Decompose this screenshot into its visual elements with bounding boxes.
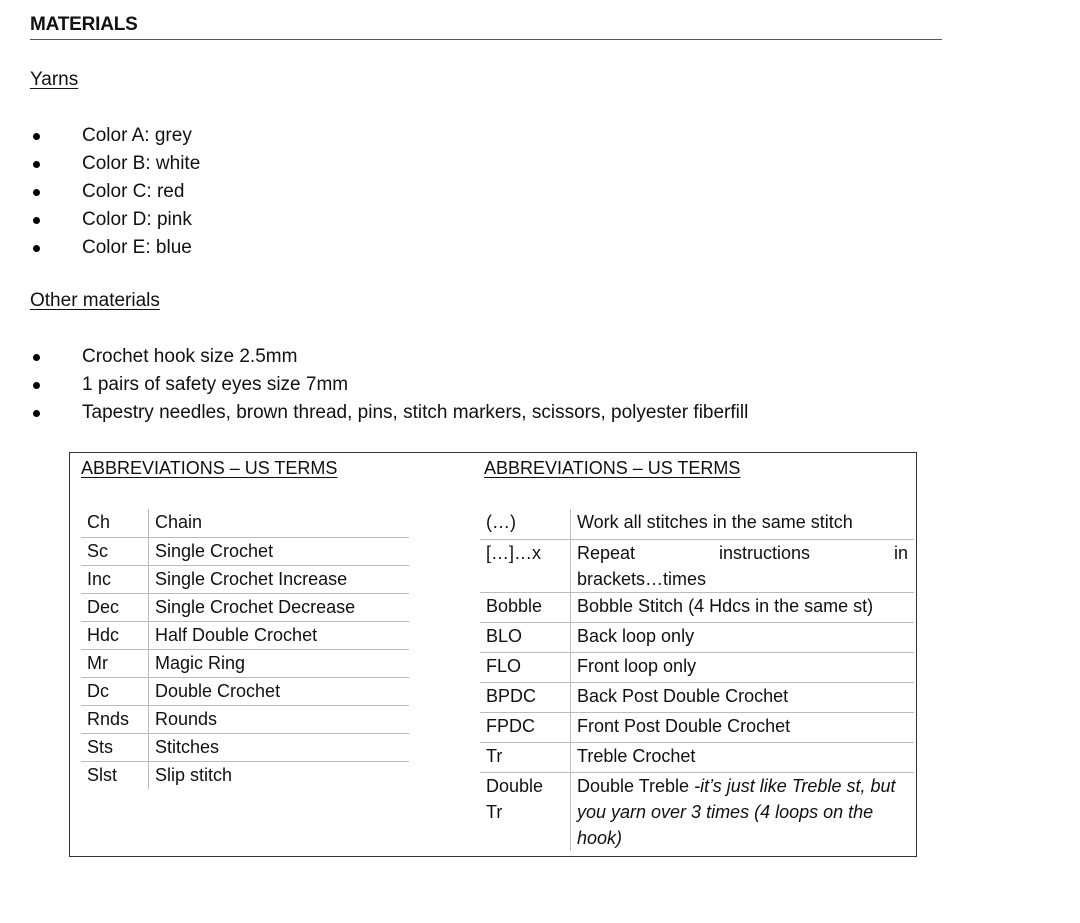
table-row: Slst Slip stitch bbox=[81, 761, 409, 789]
bullet-icon bbox=[33, 382, 40, 389]
list-item: Crochet hook size 2.5mm bbox=[0, 345, 748, 373]
bullet-icon bbox=[33, 189, 40, 196]
table-row: Sc Single Crochet bbox=[81, 537, 409, 565]
table-row: Tr Treble Crochet bbox=[480, 742, 914, 772]
list-item: Color D: pink bbox=[0, 208, 200, 236]
table-row: Sts Stitches bbox=[81, 733, 409, 761]
table-row: Dec Single Crochet Decrease bbox=[81, 593, 409, 621]
table-row: Inc Single Crochet Increase bbox=[81, 565, 409, 593]
list-item: Color B: white bbox=[0, 152, 200, 180]
table-row: Rnds Rounds bbox=[81, 705, 409, 733]
list-item: Color C: red bbox=[0, 180, 200, 208]
other-materials-heading: Other materials bbox=[30, 290, 160, 311]
bullet-icon bbox=[33, 354, 40, 361]
bullet-icon bbox=[33, 133, 40, 140]
abbreviations-left-table bbox=[81, 509, 409, 789]
table-row: BLO Back loop only bbox=[480, 622, 914, 652]
bullet-icon bbox=[33, 161, 40, 168]
table-row: (…) Work all stitches in the same stitch bbox=[480, 509, 914, 539]
page-title: MATERIALS bbox=[30, 14, 942, 40]
list-item: 1 pairs of safety eyes size 7mm bbox=[0, 373, 748, 401]
abbreviations-left-title: ABBREVIATIONS – US TERMS bbox=[81, 458, 338, 478]
table-row: BPDC Back Post Double Crochet bbox=[480, 682, 914, 712]
table-row: Bobble Bobble Stitch (4 Hdcs in the same st) bbox=[480, 592, 914, 622]
bullet-icon bbox=[33, 410, 40, 417]
abbreviations-box bbox=[69, 452, 917, 857]
repeat-line: Repeat instructions in bbox=[577, 542, 908, 563]
table-row: Ch Chain bbox=[81, 509, 409, 537]
table-row: FLO Front loop only bbox=[480, 652, 914, 682]
bullet-icon bbox=[33, 245, 40, 252]
table-row: Hdc Half Double Crochet bbox=[81, 621, 409, 649]
table-row: FPDC Front Post Double Crochet bbox=[480, 712, 914, 742]
table-row: Double Tr Double Treble -it’s just like Treble st, but you yarn over 3 times (4 loops on the hook) bbox=[480, 772, 914, 851]
table-row: Mr Magic Ring bbox=[81, 649, 409, 677]
list-item: Color E: blue bbox=[0, 236, 200, 264]
yarns-list bbox=[0, 124, 200, 264]
abbreviations-right-title: ABBREVIATIONS – US TERMS bbox=[484, 458, 741, 478]
abbreviations-right-table bbox=[480, 509, 914, 851]
table-row: Dc Double Crochet bbox=[81, 677, 409, 705]
other-materials-list bbox=[0, 345, 748, 429]
table-row: […]…x Repeat instructions in brackets…times bbox=[480, 539, 914, 592]
list-item: Tapestry needles, brown thread, pins, stitch markers, scissors, polyester fiberfill bbox=[0, 401, 748, 429]
list-item: Color A: grey bbox=[0, 124, 200, 152]
yarns-heading: Yarns bbox=[30, 69, 79, 90]
bullet-icon bbox=[33, 217, 40, 224]
